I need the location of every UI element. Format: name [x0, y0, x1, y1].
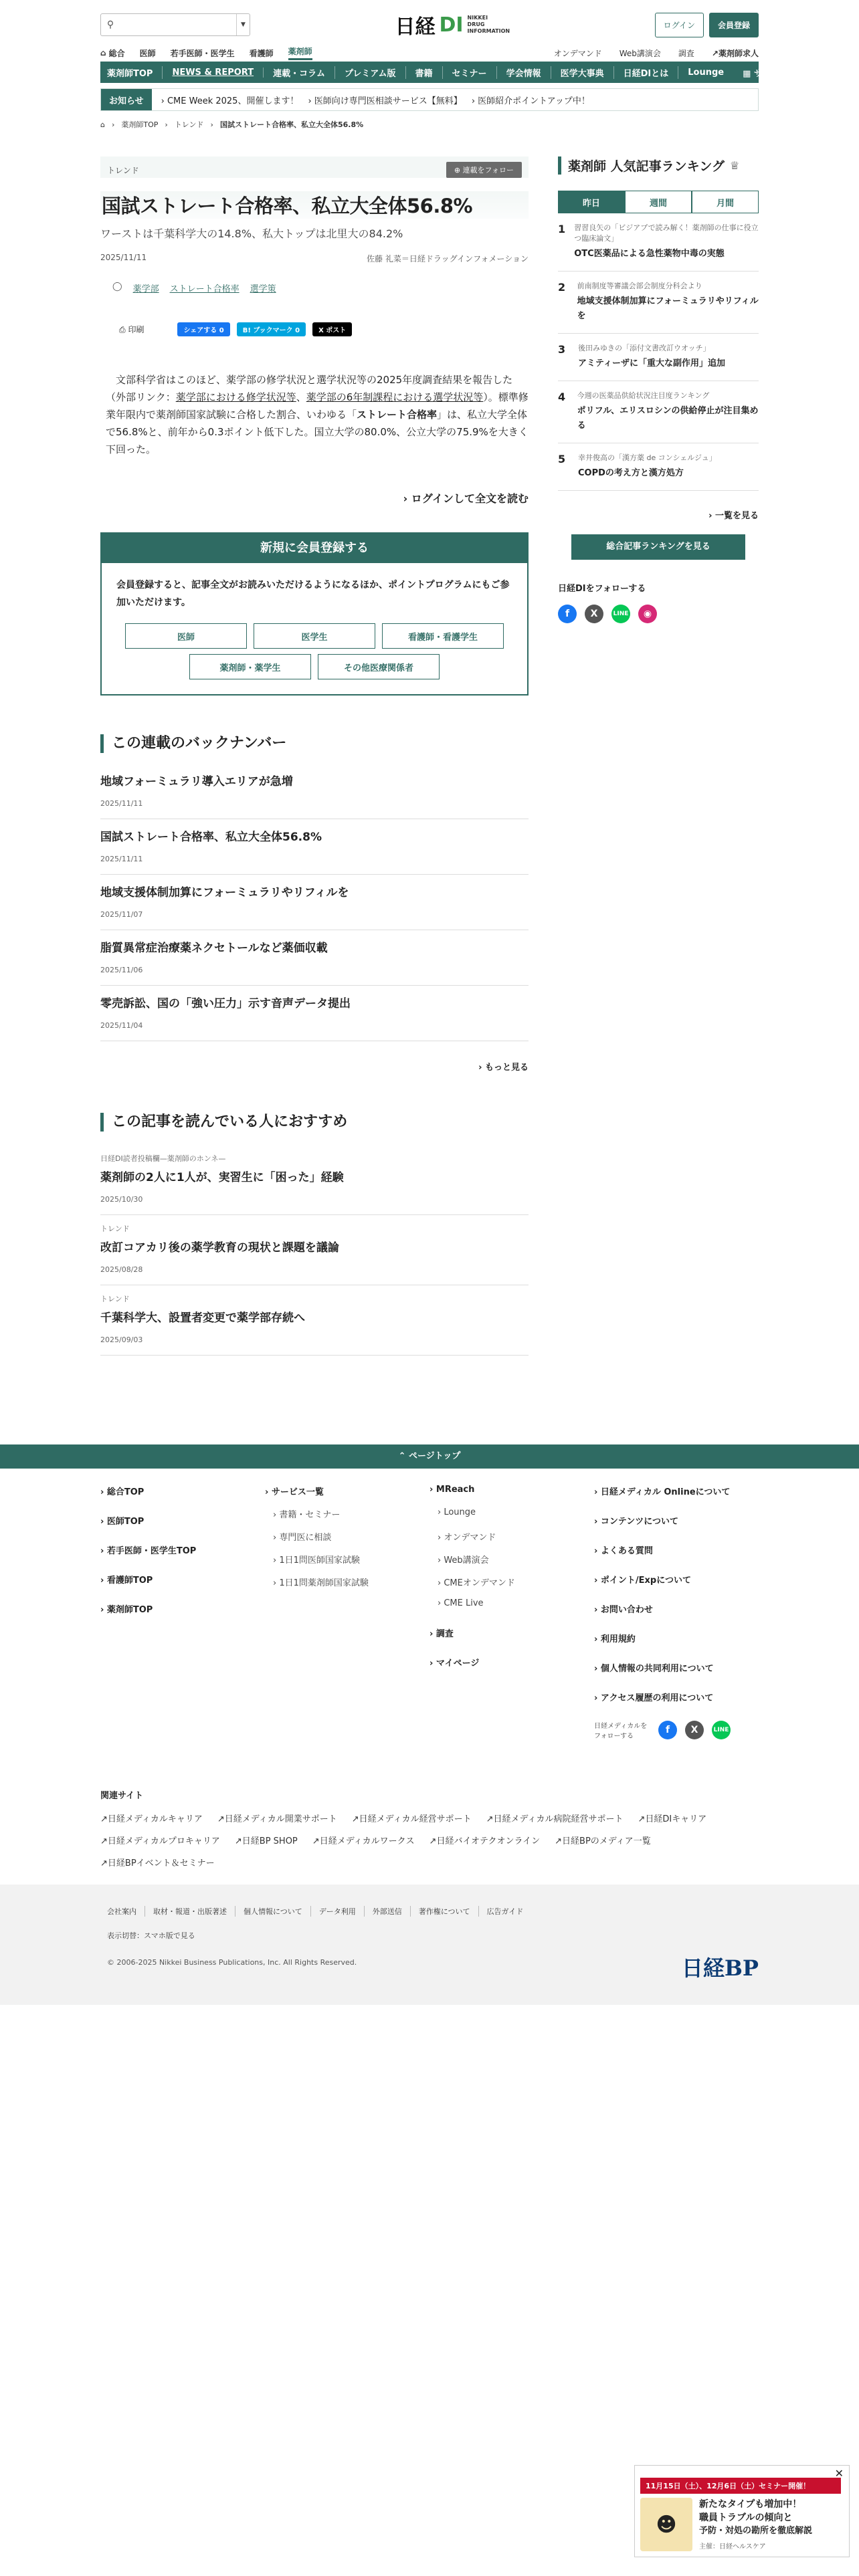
- list-item[interactable]: トレンド 千葉科学大、設置者変更で薬学部存続へ 2025/09/03: [100, 1285, 529, 1356]
- related-link[interactable]: ↗日経メディカルプロキャリア: [100, 1836, 220, 1846]
- footer-link[interactable]: › 個人情報の共同利用について: [594, 1664, 714, 1674]
- footer-sublink[interactable]: › 書籍・セミナー: [273, 1510, 341, 1520]
- list-item[interactable]: 零売訴訟、国の「強い圧力」示す音声データ提出 2025/11/04: [100, 986, 529, 1041]
- related-link[interactable]: ↗日経メディカルワークス: [312, 1836, 415, 1846]
- register-button[interactable]: 会員登録: [709, 13, 759, 37]
- ranking-tabs: [558, 191, 759, 213]
- register-pharmacist-button[interactable]: 薬剤師・薬学生: [189, 654, 311, 679]
- footer-link[interactable]: › 薬剤師TOP: [100, 1605, 153, 1615]
- related-link[interactable]: ↗日経バイオテクオンライン: [429, 1836, 541, 1846]
- related-link[interactable]: ↗日経メディカル経営サポート: [351, 1814, 472, 1824]
- login-to-read-link[interactable]: › ログインして全文を読む: [403, 492, 529, 505]
- footer-link[interactable]: › 医師TOP: [100, 1517, 145, 1527]
- keyword-link[interactable]: 選学策: [250, 284, 276, 294]
- ranking-item[interactable]: 2 前南制度等審議会部会制度分科会より 地域支援体制加算にフォーミュラリやリフィルを: [558, 272, 759, 334]
- ranking-item[interactable]: 5 幸井俊高の「漢方薬 de コンシェルジュ」 COPDの考え方と漢方処方: [558, 443, 759, 491]
- related-link[interactable]: ↗日経BP SHOP: [234, 1836, 298, 1846]
- footer-link[interactable]: › マイページ: [430, 1658, 480, 1669]
- footer-sublink[interactable]: › Lounge: [438, 1507, 476, 1517]
- bottom-link[interactable]: 著作権について: [411, 1906, 479, 1917]
- primary-nav: [100, 44, 759, 62]
- article-category[interactable]: トレンド: [107, 165, 139, 175]
- notice-label: お知らせ: [101, 89, 152, 110]
- chevron-down-icon[interactable]: ▼: [236, 14, 250, 35]
- nav2-conference[interactable]: 学会情報: [506, 66, 551, 79]
- bottom-link[interactable]: 会社案内: [100, 1906, 145, 1917]
- nav-survey[interactable]: 調査: [678, 48, 694, 58]
- nav-ondemand[interactable]: オンデマンド: [553, 48, 602, 58]
- tab-weekly[interactable]: 週間: [625, 191, 692, 213]
- notice-item[interactable]: › 医師紹介ポイントアップ中！: [471, 96, 590, 106]
- ranking-heading: 薬剤師 人気記事ランキング ♕: [558, 156, 759, 175]
- nav-young-doctor[interactable]: 若手医師・医学生: [170, 48, 235, 58]
- footer-social: [594, 1720, 759, 1740]
- keyword-link[interactable]: ストレート合格率: [169, 284, 240, 294]
- nav2-dictionary[interactable]: 医学大事典: [561, 66, 614, 79]
- related-link[interactable]: ↗日経BPのメディア一覧: [555, 1836, 651, 1846]
- notice-bar: [100, 88, 759, 111]
- bottom-link[interactable]: 外部送信: [365, 1906, 411, 1917]
- keyword-link[interactable]: 薬学部: [132, 284, 159, 294]
- nikkei-bp-logo[interactable]: 日経BP: [681, 1955, 759, 1981]
- follow-series-button[interactable]: ⊕ 連載をフォロー: [446, 162, 522, 178]
- related-link[interactable]: ↗日経メディカル開業サポート: [217, 1814, 337, 1824]
- list-item[interactable]: 国試ストレート合格率、私立大全体56.8% 2025/11/11: [100, 819, 529, 875]
- nav2-books[interactable]: 書籍: [415, 66, 443, 79]
- search-box[interactable]: [100, 13, 250, 36]
- nav2-column[interactable]: 連載・コラム: [273, 66, 335, 79]
- nav-webinar[interactable]: Web講演会: [619, 48, 661, 58]
- main-column: [100, 156, 529, 1356]
- all-ranking-button[interactable]: 総合記事ランキングを見る: [571, 534, 745, 560]
- footer-link[interactable]: › 若手医師・医学生TOP: [100, 1546, 197, 1556]
- external-link[interactable]: 薬学部の6年制課程における選学状況等: [306, 391, 484, 403]
- article-subtitle: ワーストは千葉科学大の14.8%、私大トップは北里大の84.2%: [100, 227, 403, 240]
- breadcrumb-current: 国試ストレート合格率、私立大全体56.8%: [219, 120, 364, 129]
- related-link[interactable]: ↗日経DIキャリア: [638, 1814, 707, 1824]
- footer-sublink[interactable]: › 1日1問薬剤師国家試験: [273, 1578, 369, 1588]
- related-link[interactable]: ↗日経メディカル病院経営サポート: [486, 1814, 624, 1824]
- home-icon: ⌂: [100, 48, 106, 58]
- logo-di: DI: [439, 13, 464, 37]
- line-icon[interactable]: LINE: [712, 1721, 731, 1739]
- site-logo[interactable]: [395, 10, 510, 39]
- article-title: 国試ストレート合格率、私立大全体56.8%: [102, 195, 473, 217]
- backnumber-list: [100, 764, 529, 1041]
- tab-monthly[interactable]: 月間: [692, 191, 759, 213]
- footer-sublink[interactable]: › CMEオンデマンド: [438, 1578, 515, 1588]
- article-header: [100, 156, 529, 178]
- x-post-button[interactable]: X ポスト: [312, 322, 352, 336]
- list-item[interactable]: トレンド 改訂コアカリ後の薬学教育の現状と課題を議論 2025/08/28: [100, 1215, 529, 1285]
- facebook-share-button[interactable]: シェアする 0: [177, 322, 229, 336]
- article-date: 2025/11/11: [100, 253, 147, 262]
- nav2-news[interactable]: NEWS & REPORT: [172, 68, 264, 78]
- bottom-link[interactable]: 取材・報道・出版著述: [145, 1906, 235, 1917]
- footer-link[interactable]: › MReach: [430, 1485, 475, 1495]
- logo-sub: NIKKEI DRUG INFORMATION: [467, 15, 510, 34]
- footer-link[interactable]: › ポイント/Expについて: [594, 1576, 691, 1586]
- x-icon[interactable]: X: [685, 1721, 704, 1739]
- footer-sublink[interactable]: › オンデマンド: [438, 1533, 496, 1543]
- related-heading: 関連サイト: [100, 1791, 144, 1801]
- footer-link[interactable]: › サービス一覧: [265, 1487, 324, 1497]
- ranking-item[interactable]: 3 後田みゆきの「添付文書改訂ウオッチ」 アミティーザに「重大な副作用」追加: [558, 334, 759, 381]
- footer-bottom: [0, 1885, 859, 2005]
- print-button[interactable]: ⎙ 印刷: [119, 325, 145, 334]
- ad-banner-text: 11月15日（土）、12月6日（土）セミナー開催！: [640, 2478, 841, 2494]
- crown-icon: ♕: [730, 159, 740, 172]
- breadcrumb: ⌂ › 薬剤師TOP › トレンド › 国試ストレート合格率、私立大全体56.8%: [100, 120, 364, 129]
- related-link[interactable]: ↗日経メディカルキャリア: [100, 1814, 203, 1824]
- article-author: 佐藤 礼菜＝日経ドラッグインフォメーション: [367, 254, 529, 263]
- follow-label: 日経DIをフォローする: [558, 584, 646, 594]
- recommend-list: [100, 1145, 529, 1356]
- nav-job[interactable]: ↗薬剤師求人: [711, 48, 759, 58]
- view-switch-link[interactable]: 表示切替：スマホ版で見る: [107, 1931, 195, 1940]
- logo-nikkei: 日経: [395, 15, 436, 39]
- notice-item[interactable]: › 医師向け専門医相談サービス【無料】: [308, 96, 462, 106]
- footer-link[interactable]: › 総合TOP: [100, 1487, 145, 1497]
- register-other-button[interactable]: その他医療関係者: [318, 654, 440, 679]
- plus-icon: ⊕: [454, 166, 461, 175]
- breadcrumb-item[interactable]: 薬剤師TOP: [121, 120, 159, 129]
- nav-nurse[interactable]: 看護師: [249, 48, 274, 58]
- article-body: 文部科学省はこのほど、薬学部の修学状況と選学状況等の2025年度調査結果を報告した（外部リンク：薬学部における修学状況等、薬学部の6年制課程における選学状況等）。標準修業年限内で薬剤師国家試験に合格した割合、いわゆる「ストレート合格率」は、私立大学全体で56.8%と、前年から0.3ポイント低下した。国立大学の80.0%、公立大学の75.9%を大きく下回った。: [106, 374, 529, 455]
- footer-links: [100, 1485, 759, 1740]
- footer-link[interactable]: › お問い合わせ: [594, 1605, 653, 1615]
- nav-pharmacist[interactable]: 薬剤師: [288, 45, 312, 60]
- footer-follow-label: 日経メディカルをフォローする: [594, 1723, 648, 1740]
- more-link[interactable]: › もっと見る: [478, 1063, 529, 1073]
- site-header: [100, 0, 759, 44]
- tag-icon: ◯: [112, 282, 122, 292]
- nav2-top[interactable]: 薬剤師TOP: [107, 66, 163, 79]
- nav2-service[interactable]: ▦ サービス: [743, 68, 789, 79]
- ad-illustration-icon: ☻: [640, 2498, 692, 2551]
- page-top-bar[interactable]: ⌃ ページトップ: [0, 1444, 859, 1469]
- close-icon[interactable]: ✕: [834, 2467, 844, 2480]
- footer-link[interactable]: › アクセス履歴の利用について: [594, 1693, 714, 1703]
- footer-sublink[interactable]: › Web講演会: [438, 1555, 489, 1566]
- bottom-link[interactable]: 個人情報について: [235, 1906, 311, 1917]
- nav2-premium[interactable]: プレミアム版: [345, 66, 406, 79]
- register-medstudent-button[interactable]: 医学生: [254, 623, 375, 649]
- login-button[interactable]: ログイン: [655, 13, 704, 37]
- ranking-item[interactable]: 4 今週の医薬品供給状況注目度ランキング ポリフル、エリスロシンの供給停止が注目集める: [558, 381, 759, 443]
- register-nurse-button[interactable]: 看護師・看護学生: [382, 623, 504, 649]
- sidebar: [558, 156, 759, 1356]
- list-item[interactable]: 地域フォーミュラリ導入エリアが急増 2025/11/11: [100, 764, 529, 819]
- tab-yesterday[interactable]: 昨日: [558, 191, 625, 213]
- list-item[interactable]: 脂質異常症治療薬ネクセトールなど薬価収載 2025/11/06: [100, 930, 529, 986]
- footer-link[interactable]: › 日経メディカル Onlineについて: [594, 1487, 731, 1497]
- footer-sublink[interactable]: › 1日1問医師国家試験: [273, 1555, 360, 1566]
- copyright: © 2006-2025 Nikkei Business Publications, Inc. All Rights Reserved.: [107, 1958, 357, 1967]
- notice-item[interactable]: › CME Week 2025、開催します！: [161, 96, 299, 106]
- list-item[interactable]: 日経DI読者投稿欄—薬剤師のホンネ— 薬剤師の2人に1人が、実習生に「困った」経験 2025/10/30: [100, 1145, 529, 1215]
- nav2-seminar[interactable]: セミナー: [452, 66, 497, 79]
- print-icon: ⎙: [119, 325, 126, 334]
- register-box: [100, 532, 529, 695]
- facebook-icon[interactable]: f: [658, 1721, 677, 1739]
- related-sites: [100, 1788, 759, 1868]
- footer-link[interactable]: › 利用規約: [594, 1634, 636, 1644]
- x-icon[interactable]: X: [585, 605, 603, 623]
- ranking-list-link[interactable]: › 一覧を見る: [708, 511, 759, 521]
- keyword-list: [100, 282, 529, 294]
- recommend-heading: この記事を読んでいる人におすすめ: [100, 1113, 529, 1132]
- hatena-bookmark-button[interactable]: B! ブックマーク 0: [237, 322, 306, 336]
- register-doctor-button[interactable]: 医師: [125, 623, 247, 649]
- external-link[interactable]: 薬学部における修学状況等: [175, 391, 296, 403]
- bottom-link[interactable]: データ利用: [311, 1906, 365, 1917]
- floating-ad[interactable]: ✕ 11月15日（土）、12月6日（土）セミナー開催！ ☻ 新たなタイプも増加中！ 職員トラブルの傾向と 予防・対処の勘所を徹底解説 主催：日経ヘルスケア: [634, 2465, 850, 2557]
- list-item[interactable]: 地域支援体制加算にフォーミュラリやリフィルを 2025/11/07: [100, 875, 529, 930]
- nav2-about[interactable]: 日経DIとは: [624, 66, 679, 79]
- register-text: 会員登録すると、記事全文がお読みいただけるようになるほか、ポイントプログラムにもご参加いただけます。: [116, 580, 510, 608]
- line-icon[interactable]: LINE: [611, 605, 630, 623]
- facebook-icon[interactable]: f: [558, 605, 577, 623]
- social-links: [558, 605, 759, 623]
- grid-icon: ▦: [743, 68, 751, 79]
- share-bar: [100, 322, 529, 336]
- instagram-icon[interactable]: ◉: [638, 605, 657, 623]
- home-icon[interactable]: ⌂: [100, 120, 105, 129]
- breadcrumb-item[interactable]: トレンド: [174, 120, 204, 129]
- backnumber-heading: この連載のバックナンバー: [100, 734, 529, 753]
- register-heading: 新規に会員登録する: [102, 534, 527, 563]
- footer-link[interactable]: › よくある質問: [594, 1546, 653, 1556]
- search-icon[interactable]: ⚲: [106, 19, 114, 30]
- nav-doctor[interactable]: 医師: [139, 48, 156, 58]
- nav2-lounge[interactable]: Lounge: [688, 67, 725, 78]
- ranking-item[interactable]: 1 習習良矢の「ビジアプで読み解く！薬剤師の仕事に役立つ臨床論文」 OTC医薬品による急性薬物中毒の実態: [558, 213, 759, 272]
- related-link[interactable]: ↗日経BPイベント＆セミナー: [100, 1858, 215, 1868]
- bottom-link[interactable]: 広告ガイド: [486, 1907, 524, 1916]
- nav-home[interactable]: ⌂ 総合: [100, 48, 125, 58]
- external-icon: ↗: [711, 48, 719, 58]
- footer-link[interactable]: › コンテンツについて: [594, 1517, 678, 1527]
- footer-sublink[interactable]: › CME Live: [438, 1598, 484, 1608]
- footer-link[interactable]: › 看護師TOP: [100, 1576, 153, 1586]
- footer-link[interactable]: › 調査: [430, 1629, 454, 1639]
- footer-sublink[interactable]: › 専門医に相談: [273, 1533, 332, 1543]
- section-nav: [100, 62, 789, 83]
